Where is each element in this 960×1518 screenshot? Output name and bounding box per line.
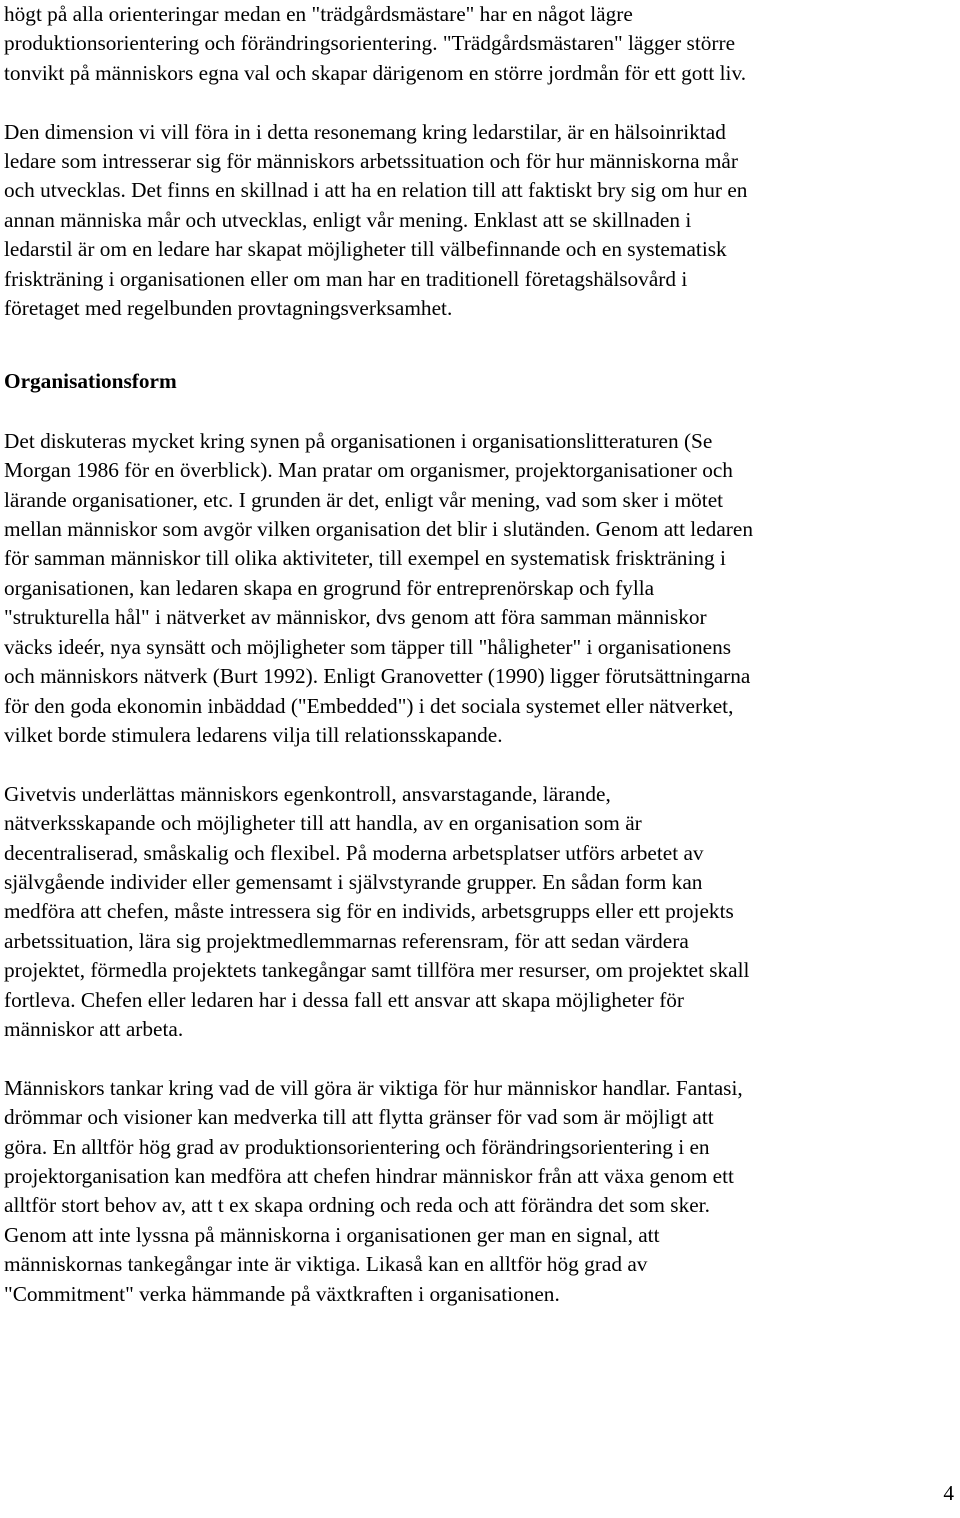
document-page (4, 0, 954, 1338)
text-line: väcks ideér, nya synsätt och möjligheter som täpper till "håligheter" i organisationens (4, 634, 732, 659)
text-line: Genom att inte lyssna på människorna i organisationen ger man en signal, att (4, 1222, 660, 1247)
text-line: alltför stort behov av, att t ex skapa ordning och reda och att förändra det som sker. (4, 1193, 710, 1218)
text-line: Givetvis underlättas människors egenkontroll, ansvarstagande, lärande, (4, 781, 611, 806)
paragraph-organisation-views (4, 427, 954, 750)
text-line: göra. En alltför hög grad av produktionsorientering och förändringsorientering i en (4, 1134, 710, 1159)
text-line: medföra att chefen, måste intressera sig för en individs, arbetsgrupps eller ett projekts (4, 899, 734, 924)
text-line: lärande organisationer, etc. I grunden är det, enligt vår mening, vad som sker i mötet (4, 487, 724, 512)
text-line: fortleva. Chefen eller ledaren har i dessa fall ett ansvar att skapa möjligheter för (4, 987, 685, 1012)
text-line: ledarstil är om en ledare har skapat möjligheter till välbefinnande och en systematisk (4, 237, 727, 262)
text-line: projektet, förmedla projektets tankegångar samt tillföra mer resurser, om projektet skall (4, 958, 750, 983)
text-line: Det diskuteras mycket kring synen på organisationen i organisationslitteraturen (Se (4, 428, 713, 453)
paragraph-decentralised-organisation (4, 780, 954, 1045)
text-line: Den dimension vi vill föra in i detta resonemang kring ledarstilar, är en hälsoinriktad (4, 119, 726, 144)
text-line: och människors nätverk (Burt 1992). Enligt Granovetter (1990) ligger förutsättningarna (4, 664, 751, 689)
text-line: ledare som intresserar sig för människors arbetssituation och för hur människorna mår (4, 149, 738, 174)
text-line: människor att arbeta. (4, 1016, 184, 1041)
text-line: tonvikt på människors egna val och skapar därigenom en större jordmån för ett gott liv. (4, 60, 747, 85)
text-line: och utvecklas. Det finns en skillnad i att ha en relation till att faktiskt bry sig om hur en (4, 178, 748, 203)
text-line: Människors tankar kring vad de vill göra är viktiga för hur människor handlar. Fantasi, (4, 1075, 743, 1100)
paragraph-health-leadership (4, 118, 954, 324)
text-line: självgående individer eller gemensamt i självstyrande grupper. En sådan form kan (4, 869, 703, 894)
text-line: företaget med regelbunden provtagningsverksamhet. (4, 296, 453, 321)
paragraph-intro-continuation (4, 0, 954, 88)
section-heading: Organisationsform (4, 369, 177, 394)
text-line: friskträning i organisationen eller om man har en traditionell företagshälsovård i (4, 266, 688, 291)
text-line: organisationen, kan ledaren skapa en grogrund för entreprenörskap och fylla (4, 575, 655, 600)
text-line: nätverksskapande och möjligheter till att handla, av en organisation som är (4, 811, 642, 836)
page-number: 4 (943, 1481, 954, 1505)
text-line: vilket borde stimulera ledarens vilja till relationsskapande. (4, 722, 503, 747)
text-line: "Commitment" verka hämmande på växtkraften i organisationen. (4, 1281, 560, 1306)
text-line: "strukturella hål" i nätverket av människor, dvs genom att föra samman människor (4, 605, 707, 630)
text-line: decentraliserad, småskalig och flexibel. På moderna arbetsplatser utförs arbetet av (4, 840, 704, 865)
text-line: för samman människor till olika aktiviteter, till exempel en systematisk friskträning i (4, 546, 726, 571)
text-line: Morgan 1986 för en överblick). Man pratar om organismer, projektorganisationer och (4, 458, 733, 483)
text-line: drömmar och visioner kan medverka till att flytta gränser för vad som är möjligt att (4, 1105, 714, 1130)
text-line: högt på alla orienteringar medan en "trädgårdsmästare" har en något lägre (4, 2, 633, 26)
text-line: mellan människor som avgör vilken organisation det blir i slutänden. Genom att ledaren (4, 517, 753, 542)
paragraph-human-thoughts (4, 1074, 954, 1309)
text-line: annan människa mår och utvecklas, enligt vår mening. Enklast att se skillnaden i (4, 207, 692, 232)
text-line: människornas tankegångar inte är viktiga. Likaså kan en alltför hög grad av (4, 1252, 648, 1277)
text-line: arbetssituation, lära sig projektmedlemmarnas referensram, för att sedan värdera (4, 928, 689, 953)
text-line: för den goda ekonomin inbäddad ("Embedded") i det sociala systemet eller nätverket, (4, 693, 734, 718)
text-line: projektorganisation kan medföra att chefen hindrar människor från att växa genom ett (4, 1163, 734, 1188)
text-line: produktionsorientering och förändringsorientering. "Trädgårdsmästaren" lägger större (4, 31, 736, 56)
